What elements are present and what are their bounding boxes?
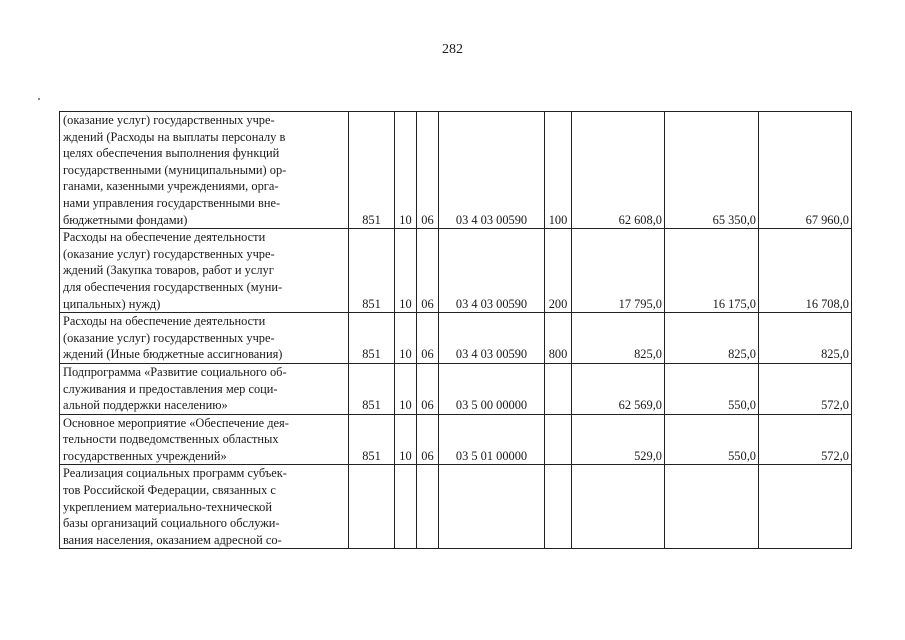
expense-type-code bbox=[545, 465, 572, 549]
expense-type-code bbox=[545, 363, 572, 414]
page-number: 282 bbox=[442, 42, 463, 57]
table-row bbox=[60, 112, 852, 229]
target-article-code: 03 5 00 00000 bbox=[439, 363, 545, 414]
amount-year-3: 572,0 bbox=[759, 363, 852, 414]
description-line: (оказание услуг) государственных учре- bbox=[63, 330, 275, 345]
description-line: (оказание услуг) государственных учре- bbox=[63, 113, 275, 127]
description-line: ждений (Закупка товаров, работ и услуг bbox=[63, 263, 274, 278]
description-line: ципальных) нужд) bbox=[63, 296, 161, 311]
section-code bbox=[395, 465, 417, 549]
description-line: для обеспечения государственных (муни- bbox=[63, 279, 283, 294]
scan-speck bbox=[38, 98, 40, 100]
description-line: тельности подведомственных областных bbox=[63, 432, 279, 447]
budget-table bbox=[59, 111, 852, 549]
amount-year-1: 529,0 bbox=[572, 414, 665, 465]
amount-year-3 bbox=[759, 465, 852, 549]
description-line: Подпрограмма «Развитие социального об- bbox=[63, 364, 287, 379]
description-line: государственных учреждений» bbox=[63, 448, 227, 463]
amount-year-1: 62 608,0 bbox=[572, 112, 665, 229]
table-row bbox=[60, 465, 852, 549]
target-article-code: 03 5 01 00000 bbox=[439, 414, 545, 465]
subsection-code bbox=[417, 465, 439, 549]
amount-year-2: 825,0 bbox=[665, 313, 759, 364]
amount-year-3: 572,0 bbox=[759, 414, 852, 465]
expense-type-code: 200 bbox=[545, 229, 572, 313]
section-code: 10 bbox=[395, 229, 417, 313]
description-line: ждений (Расходы на выплаты персоналу в bbox=[63, 129, 286, 144]
expense-description bbox=[60, 229, 349, 313]
amount-year-2: 550,0 bbox=[665, 414, 759, 465]
table-body bbox=[60, 112, 852, 549]
description-line: Расходы на обеспечение деятельности bbox=[63, 230, 266, 245]
expense-type-code bbox=[545, 414, 572, 465]
expense-description bbox=[60, 363, 349, 414]
amount-year-1: 825,0 bbox=[572, 313, 665, 364]
description-line: нами управления государственными вне- bbox=[63, 195, 281, 210]
description-line: Основное мероприятие «Обеспечение дея- bbox=[63, 415, 289, 430]
subsection-code: 06 bbox=[417, 229, 439, 313]
subsection-code: 06 bbox=[417, 414, 439, 465]
description-line: укреплением материально-технической bbox=[63, 499, 272, 514]
table-row bbox=[60, 313, 852, 364]
amount-year-3: 16 708,0 bbox=[759, 229, 852, 313]
description-line: ждений (Иные бюджетные ассигнования) bbox=[63, 347, 283, 362]
amount-year-2: 16 175,0 bbox=[665, 229, 759, 313]
ministry-code: 851 bbox=[349, 112, 395, 229]
subsection-code: 06 bbox=[417, 313, 439, 364]
amount-year-2: 550,0 bbox=[665, 363, 759, 414]
description-line: Расходы на обеспечение деятельности bbox=[63, 314, 266, 329]
amount-year-2 bbox=[665, 465, 759, 549]
expense-type-code: 100 bbox=[545, 112, 572, 229]
amount-year-3: 67 960,0 bbox=[759, 112, 852, 229]
description-line: целях обеспечения выполнения функций bbox=[63, 146, 280, 161]
description-line: ганами, казенными учреждениями, орга- bbox=[63, 179, 279, 194]
description-line: (оказание услуг) государственных учре- bbox=[63, 246, 275, 261]
section-code: 10 bbox=[395, 363, 417, 414]
description-line: бюджетными фондами) bbox=[63, 212, 188, 227]
description-line: тов Российской Федерации, связанных с bbox=[63, 483, 276, 498]
table-row bbox=[60, 363, 852, 414]
ministry-code: 851 bbox=[349, 313, 395, 364]
table-row bbox=[60, 414, 852, 465]
table-row bbox=[60, 229, 852, 313]
description-line: служивания и предоставления мер соци- bbox=[63, 381, 278, 396]
target-article-code: 03 4 03 00590 bbox=[439, 112, 545, 229]
expense-description bbox=[60, 313, 349, 364]
description-line: вания населения, оказанием адресной со- bbox=[63, 532, 282, 547]
description-line: Реализация социальных программ субъек- bbox=[63, 466, 287, 481]
section-code: 10 bbox=[395, 313, 417, 364]
section-code: 10 bbox=[395, 414, 417, 465]
subsection-code: 06 bbox=[417, 363, 439, 414]
description-line: государственными (муниципальными) ор- bbox=[63, 162, 287, 177]
target-article-code bbox=[439, 465, 545, 549]
description-line: альной поддержки населению» bbox=[63, 398, 228, 413]
expense-type-code: 800 bbox=[545, 313, 572, 364]
expense-description bbox=[60, 112, 349, 229]
ministry-code: 851 bbox=[349, 363, 395, 414]
amount-year-1 bbox=[572, 465, 665, 549]
amount-year-1: 17 795,0 bbox=[572, 229, 665, 313]
target-article-code: 03 4 03 00590 bbox=[439, 229, 545, 313]
subsection-code: 06 bbox=[417, 112, 439, 229]
expense-description bbox=[60, 414, 349, 465]
amount-year-3: 825,0 bbox=[759, 313, 852, 364]
description-line: базы организаций социального обслужи- bbox=[63, 516, 280, 531]
amount-year-1: 62 569,0 bbox=[572, 363, 665, 414]
target-article-code: 03 4 03 00590 bbox=[439, 313, 545, 364]
ministry-code bbox=[349, 465, 395, 549]
section-code: 10 bbox=[395, 112, 417, 229]
expense-description bbox=[60, 465, 349, 549]
ministry-code: 851 bbox=[349, 414, 395, 465]
amount-year-2: 65 350,0 bbox=[665, 112, 759, 229]
ministry-code: 851 bbox=[349, 229, 395, 313]
